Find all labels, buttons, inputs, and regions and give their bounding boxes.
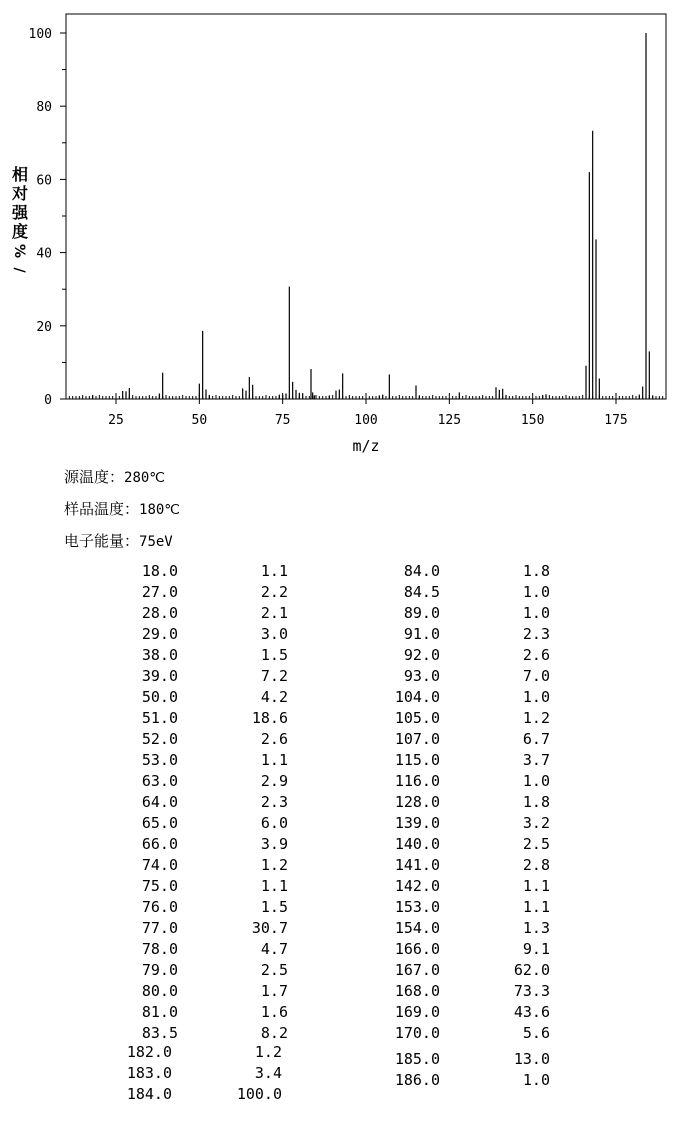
table-row [118,582,288,603]
mz-value: 92.0 [403,646,440,664]
table-row [118,876,288,897]
y-axis-label-char: 对 [11,184,29,203]
mz-value: 18.0 [141,562,178,580]
table-row [380,624,550,645]
table-row [118,981,288,1002]
abundance-value: 6.0 [260,814,288,832]
abundance-value: 7.2 [260,667,288,685]
table-row [380,561,550,582]
abundance-value: 5.6 [522,1024,550,1042]
abundance-value: 1.2 [254,1043,282,1061]
abundance-value: 6.7 [522,730,550,748]
abundance-value: 43.6 [513,1003,550,1021]
abundance-value: 2.5 [260,961,288,979]
mz-value: 83.5 [141,1024,178,1042]
abundance-value: 73.3 [513,982,550,1000]
table-row [118,1023,288,1044]
abundance-value: 1.8 [522,793,550,811]
table-row [118,960,288,981]
peak-table-left [118,561,288,1044]
table-row [118,687,288,708]
mz-value: 128.0 [394,793,440,811]
abundance-value: 1.1 [260,751,288,769]
table-row [118,792,288,813]
mz-value: 91.0 [403,625,440,643]
mz-value: 50.0 [141,688,178,706]
table-row [380,918,550,939]
abundance-value: 3.7 [522,751,550,769]
table-row [118,750,288,771]
abundance-value: 2.3 [260,793,288,811]
table-row [380,939,550,960]
abundance-value: 8.2 [260,1024,288,1042]
abundance-value: 9.1 [522,940,550,958]
peak-table-bottom-left [112,1042,282,1105]
table-row [118,813,288,834]
table-row [380,729,550,750]
x-tick-label: 150 [520,413,545,428]
mz-value: 185.0 [394,1050,440,1068]
mz-value: 38.0 [141,646,178,664]
table-row [380,960,550,981]
mz-value: 52.0 [141,730,178,748]
abundance-value: 3.2 [522,814,550,832]
mz-value: 105.0 [394,709,440,727]
table-row [118,1002,288,1023]
abundance-value: 1.0 [522,772,550,790]
table-row [380,1002,550,1023]
mz-value: 80.0 [141,982,178,1000]
table-row [380,876,550,897]
abundance-value: 3.0 [260,625,288,643]
x-tick-label: 75 [274,413,291,428]
mz-value: 184.0 [126,1085,172,1103]
abundance-value: 2.8 [522,856,550,874]
table-row [118,729,288,750]
table-row [380,1070,550,1091]
mz-value: 140.0 [394,835,440,853]
table-row [380,582,550,603]
abundance-value: 1.1 [522,877,550,895]
mz-value: 78.0 [141,940,178,958]
x-tick-label: 25 [108,413,124,428]
mz-value: 79.0 [141,961,178,979]
table-row [118,855,288,876]
table-row [380,750,550,771]
sample-temperature-value: 180℃ [139,502,181,518]
abundance-value: 1.3 [522,919,550,937]
mz-value: 29.0 [141,625,178,643]
mz-value: 39.0 [141,667,178,685]
abundance-value: 100.0 [236,1085,282,1103]
mz-value: 116.0 [394,772,440,790]
y-tick-label: 60 [36,173,52,189]
mz-value: 183.0 [126,1064,172,1082]
y-tick-label: 0 [44,393,52,408]
electron-energy-label: 电子能量： [64,532,140,550]
table-row [380,666,550,687]
electron-energy [64,530,173,551]
table-row [118,561,288,582]
mz-value: 142.0 [394,877,440,895]
x-tick-label: 100 [354,413,378,428]
table-row [112,1042,282,1063]
peak-table-bottom-right [380,1049,550,1091]
mz-value: 168.0 [394,982,440,1000]
abundance-value: 2.2 [260,583,288,601]
source-temperature-value: 280℃ [124,470,166,486]
mz-value: 104.0 [394,688,440,706]
mz-value: 74.0 [141,856,178,874]
table-row [380,1049,550,1070]
abundance-value: 2.6 [260,730,288,748]
abundance-value: 1.5 [260,646,288,664]
table-row [118,666,288,687]
table-row [118,918,288,939]
table-row [118,708,288,729]
electron-energy-value: 75eV [139,534,173,550]
mz-value: 64.0 [141,793,178,811]
abundance-value: 4.2 [260,688,288,706]
abundance-value: 1.7 [260,982,288,1000]
table-row [118,834,288,855]
abundance-value: 1.0 [522,1071,550,1089]
abundance-value: 62.0 [513,961,550,979]
mz-value: 169.0 [394,1003,440,1021]
abundance-value: 1.1 [522,898,550,916]
mz-value: 28.0 [141,604,178,622]
table-row [118,939,288,960]
table-row [118,603,288,624]
table-row [380,981,550,1002]
mz-value: 93.0 [403,667,440,685]
mz-value: 81.0 [141,1003,178,1021]
sample-temperature-label: 样品温度： [64,500,140,518]
mz-value: 166.0 [394,940,440,958]
mz-value: 182.0 [126,1043,172,1061]
mz-value: 76.0 [141,898,178,916]
y-axis-label-char: / [11,267,27,273]
x-tick-label: 175 [604,413,628,428]
table-row [380,1023,550,1044]
mz-value: 89.0 [403,604,440,622]
abundance-value: 1.1 [260,562,288,580]
mz-value: 153.0 [394,898,440,916]
sample-temperature [64,498,180,519]
mz-value: 53.0 [141,751,178,769]
abundance-value: 3.4 [254,1064,282,1082]
y-axis-label-char: 度 [11,222,29,241]
y-tick-label: 20 [36,319,52,335]
mz-value: 154.0 [394,919,440,937]
mz-value: 141.0 [394,856,440,874]
y-axis-label-char: % [11,243,27,259]
abundance-value: 3.9 [260,835,288,853]
y-tick-label: 80 [36,100,52,116]
abundance-value: 1.8 [522,562,550,580]
mz-value: 27.0 [141,583,178,601]
mz-value: 65.0 [141,814,178,832]
abundance-value: 1.6 [260,1003,288,1021]
x-tick-label: 125 [437,413,462,428]
table-row [380,708,550,729]
table-row [118,624,288,645]
abundance-value: 2.3 [522,625,550,643]
mz-value: 51.0 [141,709,178,727]
table-row [380,603,550,624]
mz-value: 63.0 [141,772,178,790]
abundance-value: 7.0 [522,667,550,685]
abundance-value: 1.1 [260,877,288,895]
abundance-value: 1.0 [522,604,550,622]
mz-value: 84.5 [403,583,440,601]
table-row [380,813,550,834]
x-tick-label: 50 [191,413,208,428]
abundance-value: 1.2 [522,709,550,727]
abundance-value: 2.1 [260,604,288,622]
abundance-value: 13.0 [513,1050,550,1068]
source-temperature [64,466,165,487]
mz-value: 186.0 [394,1071,440,1089]
y-axis-label-char: 相 [11,165,29,184]
table-row [380,645,550,666]
table-row [112,1084,282,1105]
table-row [380,834,550,855]
abundance-value: 2.5 [522,835,550,853]
mz-value: 115.0 [394,751,440,769]
abundance-value: 1.0 [522,688,550,706]
x-axis-label: m/z [352,437,380,455]
peak-table-right [380,561,550,1044]
mz-value: 84.0 [403,562,440,580]
table-row [380,792,550,813]
mz-value: 167.0 [394,961,440,979]
abundance-value: 1.0 [522,583,550,601]
table-row [112,1063,282,1084]
abundance-value: 18.6 [251,709,288,727]
table-row [118,771,288,792]
abundance-value: 2.9 [260,772,288,790]
mz-value: 66.0 [141,835,178,853]
mz-value: 77.0 [141,919,178,937]
table-row [380,687,550,708]
mz-value: 107.0 [394,730,440,748]
table-row [118,897,288,918]
y-tick-label: 100 [28,27,52,42]
abundance-value: 1.5 [260,898,288,916]
mz-value: 139.0 [394,814,440,832]
mz-value: 75.0 [141,877,178,895]
mass-spectrum-chart [0,0,680,460]
y-axis-label-char: 强 [11,203,29,222]
table-row [118,645,288,666]
abundance-value: 30.7 [251,919,288,937]
table-row [380,897,550,918]
source-temperature-label: 源温度： [64,468,125,486]
abundance-value: 2.6 [522,646,550,664]
plot-frame [66,14,666,399]
abundance-value: 4.7 [260,940,288,958]
table-row [380,771,550,792]
table-row [380,855,550,876]
mz-value: 170.0 [394,1024,440,1042]
abundance-value: 1.2 [260,856,288,874]
y-tick-label: 40 [36,246,52,262]
